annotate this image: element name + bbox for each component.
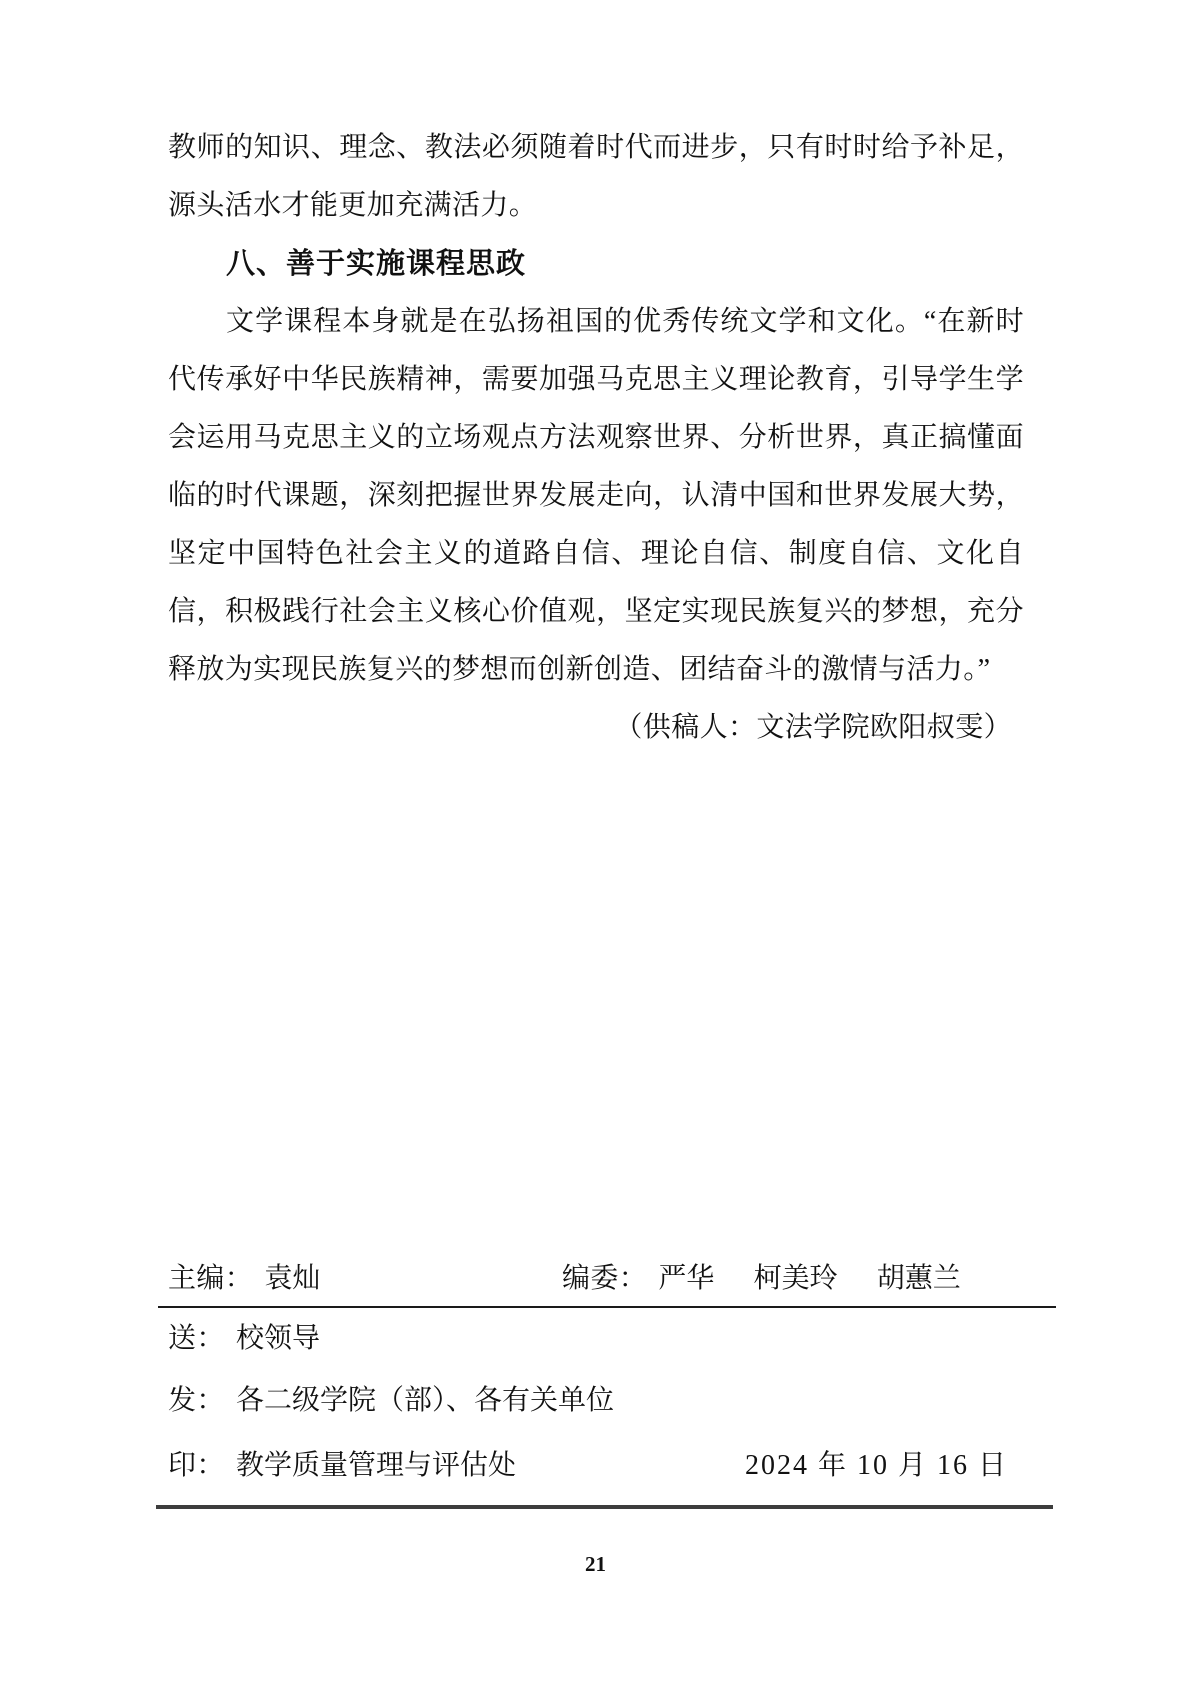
print-value: 教学质量管理与评估处 xyxy=(236,1450,517,1481)
committee-label: 编委： xyxy=(562,1263,648,1294)
print-cell xyxy=(168,1449,516,1483)
send-row xyxy=(168,1322,1024,1356)
distribute-label: 发： xyxy=(168,1385,225,1416)
committee-group xyxy=(562,1262,961,1296)
print-date: 2024 年 10 月 16 日 xyxy=(744,1450,1008,1481)
distribute-value: 各二级学院（部）、各有关单位 xyxy=(236,1385,615,1416)
paragraph-continuation: 教师的知识、理念、教法必须随着时代而进步，只有时时给予补足，源头活水才能更加充满活力。 xyxy=(168,132,1024,221)
editors-row xyxy=(168,1262,1024,1296)
send-label: 送： xyxy=(168,1323,225,1354)
section-heading: 八、善于实施课程思政 xyxy=(226,248,527,280)
send-value: 校领导 xyxy=(236,1323,321,1354)
committee-member: 严华 xyxy=(658,1263,715,1294)
print-row xyxy=(168,1449,1024,1483)
print-label: 印： xyxy=(168,1450,225,1481)
committee-member: 柯美玲 xyxy=(753,1263,838,1294)
bottom-border-line xyxy=(156,1505,1053,1509)
attribution-line: （供稿人：文法学院欧阳叔雯） xyxy=(614,712,1012,743)
chief-editor-name: 袁灿 xyxy=(264,1263,321,1294)
chief-editor-label: 主编： xyxy=(168,1263,254,1294)
document-content xyxy=(168,119,1024,757)
distribute-row xyxy=(168,1384,1024,1418)
page-number: 21 xyxy=(585,1552,606,1576)
committee-member: 胡蕙兰 xyxy=(876,1263,961,1294)
divider-line-thin xyxy=(158,1306,1056,1308)
paragraph-body: 文学课程本身就是在弘扬祖国的优秀传统文学和文化。“在新时代传承好中华民族精神，需要加强马克思主义理论教育，引导学生学会运用马克思主义的立场观点方法观察世界、分析世界，真正搞懂面临的时代课题，深刻把握世界发展走向，认清中国和世界发展大势，坚定中国特色社会主义的道路自信、理论自信、制度自信、文化自信，积极践行社会主义核心价值观，坚定实现民族复兴的梦想，充分释放为实现民族复兴的梦想而创新创造、团结奋斗的激情与活力。” xyxy=(168,306,1024,685)
